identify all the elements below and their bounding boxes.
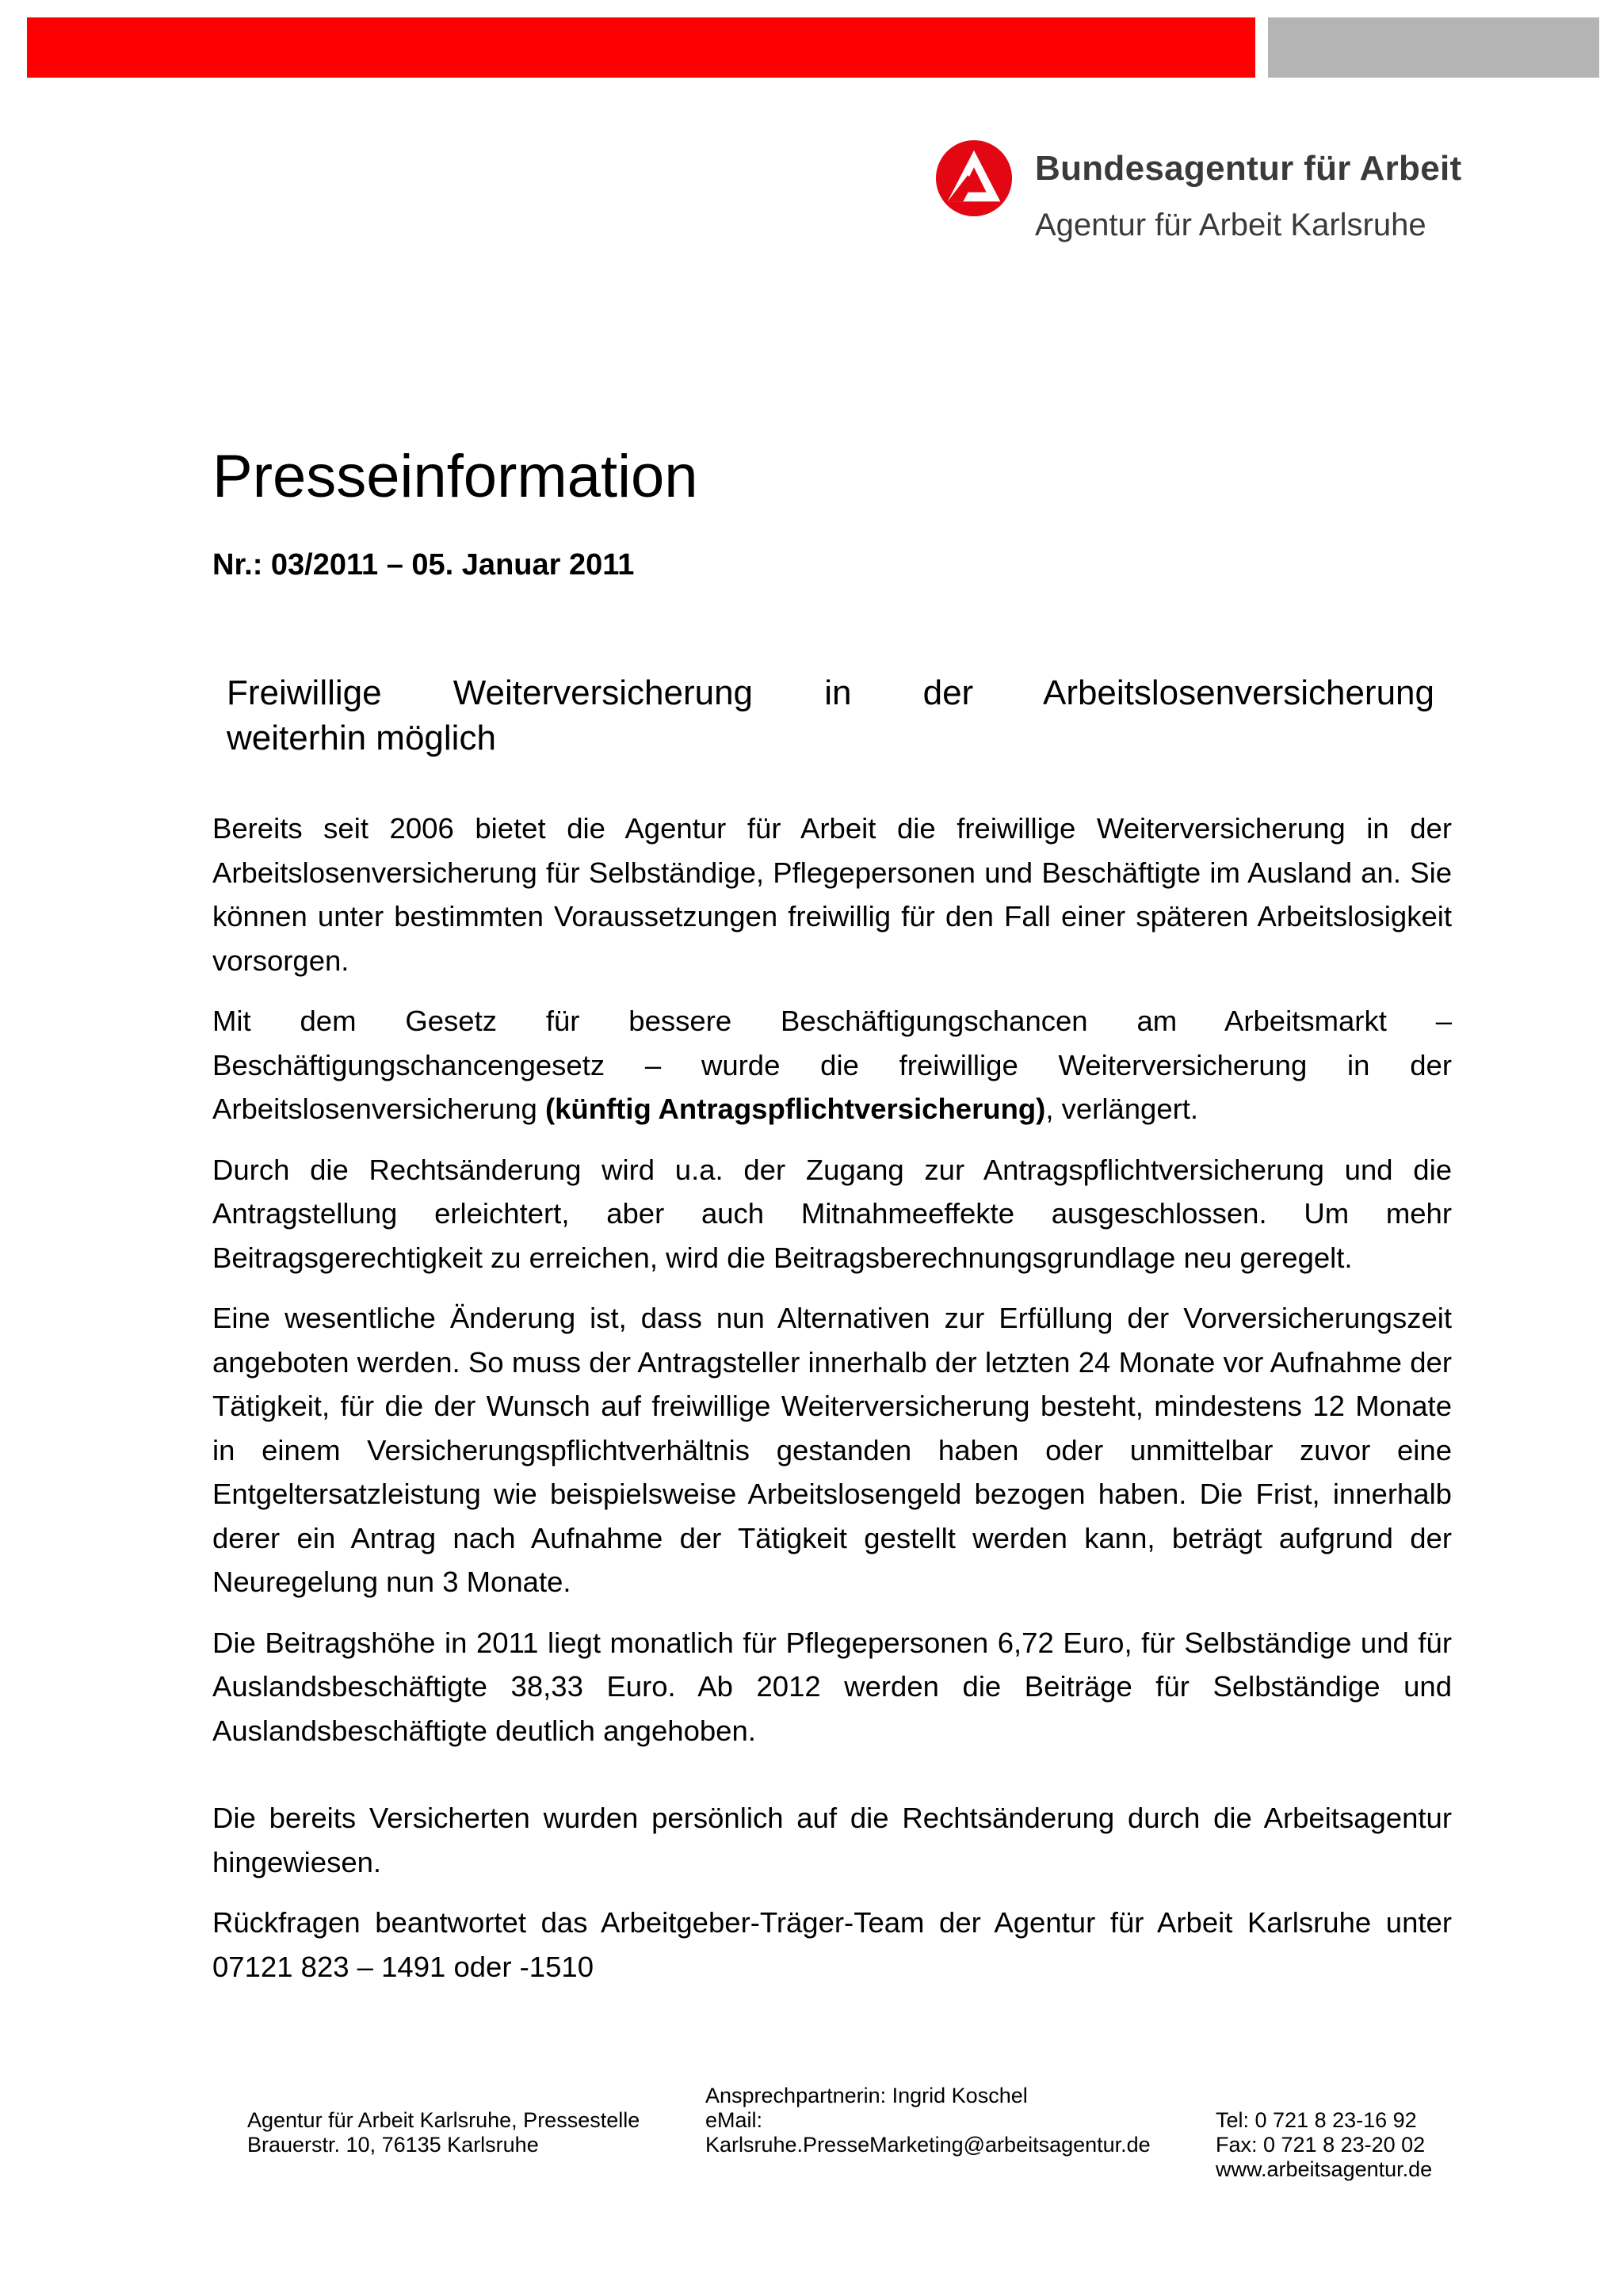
press-release-number: Nr.: 03/2011 – 05. Januar 2011	[212, 548, 635, 582]
paragraph-2	[212, 999, 1452, 1131]
paragraph-6: Die bereits Versicherten wurden persönlich auf die Rechtsänderung durch die Arbeitsagentur hingewiesen.	[212, 1802, 1452, 1878]
footer-fax: Fax: 0 721 8 23-20 02	[1216, 2133, 1426, 2157]
org-name: Bundesagentur für Arbeit	[1035, 149, 1462, 188]
paragraph-3: Durch die Rechtsänderung wird u.a. der Zugang zur Antragspflichtversicherung und die Antragstellung erleichtert, aber auch Mitnahmeeffekte ausgeschlossen. Um mehr Beitragsgerechtigkeit zu erreichen, wird die Beitragsberechnungsgrundlage neu geregelt.	[212, 1153, 1452, 1274]
body-text	[212, 807, 1452, 2005]
footer-email-label: eMail:	[705, 2108, 763, 2132]
footer-office: Agentur für Arbeit Karlsruhe, Pressestelle	[247, 2108, 640, 2132]
office-name: Agentur für Arbeit Karlsruhe	[1035, 208, 1426, 242]
headline	[227, 670, 1434, 761]
paragraph-4: Eine wesentliche Änderung ist, dass nun Alternativen zur Erfüllung der Vorversicherungszeit angeboten werden. So muss der Antragsteller innerhalb der letzten 24 Monate vor Aufnahme der Tätigkeit, für die der Wunsch auf freiwillige Weiterversicherung besteht, mindestens 12 Monate in einem Versicherungspflichtverhältnis gestanden haben oder unmittelbar zuvor eine Entgeltersatzleistung wie beispielsweise Arbeitslosengeld bezogen haben. Die Frist, innerhalb derer ein Antrag nach Aufnahme der Tätigkeit gestellt werden kann, beträgt aufgrund der Neuregelung nun 3 Monate.	[212, 1302, 1452, 1598]
paragraph-2-text-end: , verlängert.	[1045, 1093, 1199, 1125]
footer-street: Brauerstr. 10, 76135 Karlsruhe	[247, 2133, 539, 2157]
header-grey-bar	[1268, 17, 1599, 78]
footer-website-link[interactable]: www.arbeitsagentur.de	[1216, 2157, 1433, 2181]
footer-tel: Tel: 0 721 8 23-16 92	[1216, 2108, 1417, 2132]
headline-line-2: weiterhin möglich	[227, 719, 496, 757]
paragraph-5: Die Beitragshöhe in 2011 liegt monatlich für Pflegepersonen 6,72 Euro, für Selbständige und für Auslandsbeschäftigte 38,33 Euro. Ab 2012 werden die Beiträge für Selbständige und Auslandsbeschäftigte deutlich angehoben.	[212, 1626, 1452, 1747]
paragraph-2-bold-text: (künftig Antragspflichtversicherung)	[544, 1093, 1046, 1125]
page-title: Presseinformation	[212, 443, 698, 510]
footer-phone	[1216, 2108, 1432, 2182]
paragraph-7: Rückfragen beantwortet das Arbeitgeber-Träger-Team der Agentur für Arbeit Karlsruhe unter 07121 823 – 1491 oder -1510	[212, 1906, 1452, 1983]
headline-line-1: Freiwillige Weiterversicherung in der Arbeitslosenversicherung	[227, 673, 1434, 712]
agency-logo	[935, 135, 1506, 261]
footer-contact-person: Ansprechpartnerin: Ingrid Koschel	[705, 2084, 1028, 2107]
header-red-bar	[27, 17, 1255, 78]
footer	[0, 2084, 1623, 2179]
footer-email[interactable]: Karlsruhe.PresseMarketing@arbeitsagentur.de	[705, 2133, 1151, 2157]
paragraph-2-text-start: Mit dem Gesetz für bessere Beschäftigungschancen am Arbeitsmarkt – Beschäftigungschancengesetz – wurde die freiwillige Weiterversicherung in der Arbeitslosenversicherung	[212, 1005, 1452, 1125]
paragraph-1: Bereits seit 2006 bietet die Agentur für Arbeit die freiwillige Weiterversicherung in der Arbeitslosenversicherung für Selbständige, Pflegepersonen und Beschäftigte im Ausland an. Sie können unter bestimmten Voraussetzungen freiwillig für den Fall einer späteren Arbeitslosigkeit vorsorgen.	[212, 812, 1452, 977]
footer-address	[247, 2108, 640, 2157]
ba-emblem-icon	[935, 139, 1013, 217]
footer-contact	[705, 2084, 1151, 2157]
